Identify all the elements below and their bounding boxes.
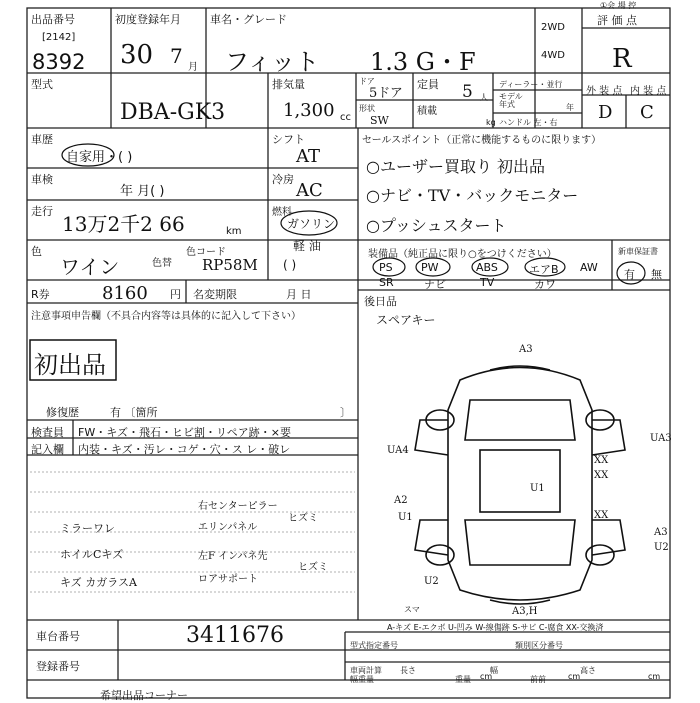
- width-label: 幅: [490, 666, 498, 675]
- equipment-title: 装備品（純正品に限り○をつけください）: [368, 249, 557, 260]
- displacement-unit: cc: [340, 112, 351, 123]
- chassis-value: 3411676: [186, 623, 284, 648]
- model-year-label: モデル年式: [499, 92, 523, 109]
- mark-u2-right: U2: [654, 542, 669, 553]
- mark-a3-right: A3: [654, 527, 668, 538]
- retrofit-value: スペアキー: [376, 313, 436, 327]
- capacity-value: 5: [462, 82, 473, 102]
- yen-label: 円: [170, 288, 181, 301]
- repair-close: 〕: [340, 406, 351, 419]
- fuel-alt: 軽 油: [293, 239, 321, 253]
- eval-score: R: [612, 44, 632, 74]
- height-label: 高さ: [580, 666, 596, 675]
- damage-legend: A-キズ E-エクボ U-凹み W-線傷跡 S-サビ C-腐食 XX-交換済: [387, 623, 604, 632]
- color-code-label: 色コード: [186, 247, 226, 258]
- capacity-unit: 人: [480, 93, 488, 102]
- equip-tv: TV: [480, 276, 495, 289]
- displacement-value: 1,300: [283, 100, 335, 121]
- model-type-label: 型式指定番号: [350, 641, 398, 650]
- width-cm: cm: [568, 672, 581, 681]
- capacity-label: 定員: [417, 78, 439, 91]
- warranty-yes: 有: [624, 268, 635, 281]
- reg-label: 登録番号: [36, 660, 80, 673]
- month-unit: 月: [188, 62, 198, 73]
- mark-ua4: UA4: [387, 445, 409, 456]
- equip-airbag: エアB: [529, 263, 559, 276]
- color-code-value: RP58M: [202, 256, 258, 274]
- note-hizumi-1: ヒズミ: [288, 513, 318, 524]
- door-label: ドア: [359, 77, 375, 86]
- equip-ps: PS: [379, 261, 393, 274]
- inspector-row-2: 内装・キズ・汚レ・コゲ・穴・ス レ・破レ: [78, 443, 291, 456]
- retrofit-label: 後日品: [364, 295, 397, 308]
- color-value: ワイン: [60, 255, 120, 279]
- first-listing-box: 初出品: [34, 351, 106, 379]
- door-value: 5ドア: [369, 86, 403, 101]
- mileage-label: 走行: [31, 205, 53, 218]
- inspection-value: 年 月( ): [120, 184, 165, 199]
- sales-title: セールスポイント（正常に機能するものに限ります）: [362, 135, 602, 146]
- inspection-label: 車検: [31, 173, 53, 186]
- warranty-label: 新車保証書: [618, 247, 658, 256]
- note-dash: 左F インパネ先: [198, 551, 268, 562]
- drive-4wd: 4WD: [541, 50, 565, 61]
- mark-a3h: A3,H: [512, 606, 538, 617]
- inspector-label-1: 検査員: [31, 426, 64, 439]
- repair-value: 有 〔箇所: [110, 406, 158, 419]
- warranty-no: 無: [651, 268, 662, 281]
- mark-top-a3: A3: [519, 344, 533, 355]
- eval-label: 評 価 点: [597, 14, 637, 27]
- sales-point-2: ○ナビ・TV・バックモニター: [366, 186, 579, 205]
- model-value: DBA-GK3: [120, 100, 226, 125]
- mark-u1-center: U1: [530, 483, 545, 494]
- history-label: 車歴: [31, 133, 53, 146]
- name-change-date: 月 日: [286, 288, 312, 301]
- mark-u2-bottom: U2: [424, 576, 439, 587]
- exterior-label: 外 装 点: [586, 86, 623, 97]
- history-value: 自家用・( ): [66, 150, 133, 165]
- lot-label: 出品番号: [31, 13, 75, 26]
- inspector-row-1: FW・キズ・飛石・ヒビ割・リペア跡・×要: [78, 426, 291, 439]
- handle-label: ハンドル 左・右: [499, 118, 558, 127]
- note-glass: キズ カガラスA: [60, 576, 137, 589]
- equip-abs: ABS: [476, 261, 498, 274]
- first-reg-year: 30: [120, 40, 154, 70]
- interior-value: C: [640, 102, 654, 123]
- fuel-value: ガソリン: [287, 217, 336, 231]
- name-grade-label: 車名・グレード: [210, 13, 287, 26]
- mark-xx-3: XX: [594, 510, 609, 521]
- height-cm: cm: [648, 672, 661, 681]
- length-label: 長さ: [400, 666, 416, 675]
- interior-label: 内 装 点: [630, 86, 667, 97]
- top-right-fragment: ①会 場 控: [600, 1, 637, 10]
- mark-xx-2: XX: [594, 470, 609, 481]
- displacement-label: 排気量: [272, 78, 305, 91]
- inspector-label-2: 記入欄: [31, 443, 64, 456]
- footer-small-label-1: 車両計算: [350, 666, 382, 675]
- mark-u1-left: U1: [398, 512, 413, 523]
- fuel-label: 燃料: [272, 207, 292, 218]
- note-mirror: ミラーワレ: [60, 522, 115, 535]
- engine-grade: 1.3 G・F: [370, 48, 476, 76]
- note-wheel: ホイルCキズ: [60, 548, 124, 561]
- name-change-label: 名変期限: [193, 288, 237, 301]
- ac-value: AC: [296, 180, 323, 201]
- color-label: 色: [31, 245, 42, 258]
- dealer-label: ディーラー・並行: [499, 80, 563, 89]
- wish-corner-label: 希望出品コーナー: [100, 689, 188, 702]
- footer-small-label-2: 幅重量: [350, 675, 374, 684]
- mark-sma: スマ: [404, 605, 420, 614]
- equip-navi: ナビ: [424, 278, 446, 291]
- load-unit: kg: [486, 118, 496, 127]
- equip-leather: カワ: [534, 278, 556, 291]
- recycle-label: R券: [31, 288, 50, 301]
- repaint-label: 色替: [152, 258, 172, 269]
- mark-xx-1: XX: [594, 455, 609, 466]
- chassis-label: 車台番号: [36, 630, 80, 643]
- shape-value: SW: [370, 114, 389, 127]
- shift-label: シフト: [272, 133, 305, 146]
- recycle-value: 8160: [102, 283, 148, 304]
- note-pillar: 右センターピラー: [198, 501, 278, 512]
- footer-small-label-3: 重量: [455, 675, 471, 684]
- first-reg-month: 7: [170, 44, 183, 68]
- drive-2wd: 2WD: [541, 22, 565, 33]
- sales-point-3: ○プッシュスタート: [366, 216, 507, 235]
- note-hizumi-2: ヒズミ: [298, 562, 328, 573]
- footer-small-label-4: 前前: [530, 675, 546, 684]
- car-name: フィット: [225, 48, 320, 76]
- fuel-paren: ( ): [283, 258, 297, 272]
- first-reg-label: 初度登録年月: [115, 13, 181, 26]
- lot-bracket: [2142]: [42, 32, 76, 43]
- length-cm: cm: [480, 672, 493, 681]
- load-label: 積載: [417, 106, 437, 117]
- sales-point-1: ○ユーザー買取り 初出品: [366, 157, 546, 176]
- model-label: 型式: [31, 78, 53, 91]
- year-unit: 年: [566, 103, 574, 112]
- exterior-value: D: [598, 102, 613, 123]
- mark-ua3: UA3: [650, 433, 672, 444]
- equip-sr: SR: [379, 276, 394, 289]
- mileage-value: 13万2千2 66: [62, 212, 185, 236]
- ac-label: 冷房: [272, 173, 294, 186]
- category-label: 類別区分番号: [515, 641, 563, 650]
- equip-aw: AW: [580, 261, 598, 274]
- lot-number: 8392: [32, 50, 86, 74]
- note-panel: エリンパネル: [198, 522, 258, 533]
- note-support: ロアサポート: [198, 574, 258, 585]
- shift-value: AT: [296, 146, 321, 167]
- shape-label: 形状: [359, 104, 375, 113]
- mileage-unit: km: [226, 226, 242, 237]
- equip-pw: PW: [421, 261, 439, 274]
- repair-label: 修復歴: [46, 406, 79, 419]
- notes-title: 注意事項申告欄（不具合内容等は具体的に記入して下さい）: [31, 311, 301, 322]
- mark-a2: A2: [394, 495, 408, 506]
